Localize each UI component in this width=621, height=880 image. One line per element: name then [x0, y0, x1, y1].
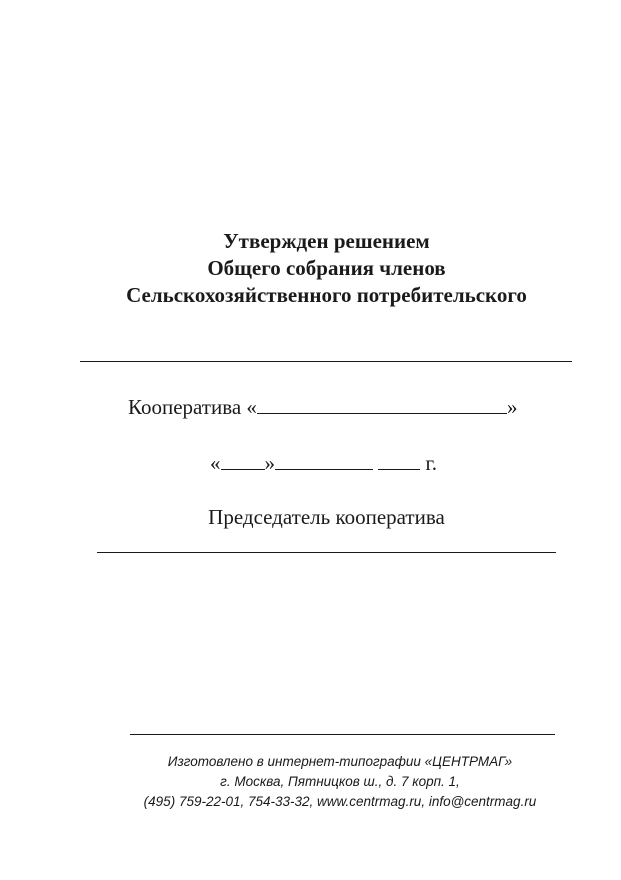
date-field [210, 450, 437, 476]
cooperative-name-line [80, 361, 572, 362]
day-blank [221, 451, 265, 470]
year-blank [378, 451, 420, 470]
chairman-label: Председатель кооператива [208, 505, 445, 529]
footer-divider [130, 734, 555, 735]
year-suffix: г. [425, 451, 437, 475]
month-blank [275, 451, 373, 470]
cooperative-name-blank [257, 395, 507, 414]
approval-heading [0, 228, 621, 309]
cooperative-suffix: » [506, 395, 518, 419]
date-close-quote: » [264, 451, 275, 475]
imprint-line-1: Изготовлено в интернет-типографии «ЦЕНТРМАГ» [167, 754, 513, 769]
chairman-signature-line [97, 552, 556, 553]
printer-imprint [100, 752, 580, 812]
imprint-line-2: г. Москва, Пятницков ш., д. 7 корп. 1, [220, 774, 460, 789]
heading-line-1: Утвержден решением [223, 229, 430, 253]
cooperative-prefix: Кооператива « [128, 395, 257, 419]
heading-line-3: Сельскохозяйственного потребительского [126, 283, 527, 307]
date-open-quote: « [210, 451, 221, 475]
heading-line-2: Общего собрания членов [207, 256, 446, 280]
imprint-line-3: (495) 759-22-01, 754-33-32, www.centrmag.ru, info@centrmag.ru [143, 794, 537, 809]
cooperative-field [128, 394, 517, 420]
